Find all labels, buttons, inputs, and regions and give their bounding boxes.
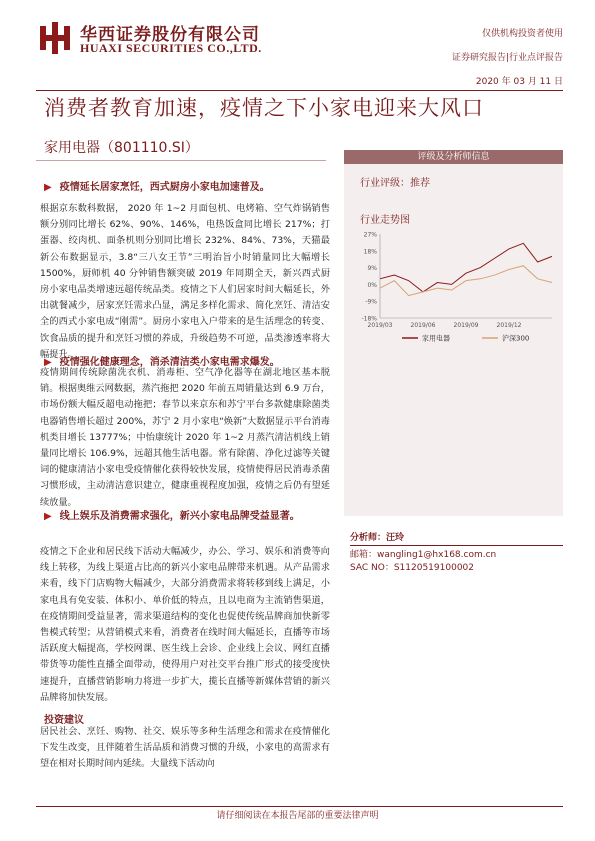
bullet-triangle-icon: ▶	[44, 511, 52, 522]
audience-note: 仅供机构投资者使用	[481, 29, 563, 39]
y-tick-label: 18%	[363, 248, 377, 256]
company-name-cn: 华西证券股份有限公司	[80, 25, 260, 45]
section-1-paragraph: 根据京东数科数据， 2020 年 1~2 月面包机、电烤箱、空气炸锅销售额分别同比增长 62%、90%、146%，电热饭盒同比增长 217%；打蛋器、绞肉机、面条机则分别同比增长 232%、84%、73%，天猫最新公布数据显示，3.8“三八女王节”三明治旨小时销量同比大幅增长 1500%，厨师机 40 分钟销售额突破 2019 年同期全天，新兴西式厨房小家电品类增速远超传统品类。疫情之下人们居家时间大幅延长，外出就餐减少，居家烹饪需求凸显，满足多样化需求、简化烹饪、清洁安全的西式小家电成“刚需”。厨房小家电入户带来的是生活理念的转变、饮食品质的提升和烹饪习惯的养成，升级趋势不可逆，品类渗透率将大幅提升。	[40, 203, 330, 360]
section-3-heading: ▶ 线上娱乐及消费需求强化，新兴小家电品牌受益显著。	[44, 511, 300, 522]
investment-paragraph: 居民社会、烹饪、购物、社交、娱乐等多种生活理念和需求在疫情催化下发生改变，且伴随着生活品质和消费习惯的升级，小家电的高需求有望在相对长期时间内延续。大量线下活动向	[40, 726, 330, 770]
huaxi-logo-icon	[38, 22, 74, 54]
analyst-sac: SAC NO：S1120519100002	[350, 563, 474, 573]
bullet-triangle-icon: ▶	[44, 357, 52, 368]
analyst-email[interactable]: 邮箱：wangling1@hx168.com.cn	[350, 550, 497, 560]
series-line-0	[380, 243, 552, 292]
industry-trend-chart	[352, 226, 562, 358]
trend-chart-label: 行业走势图	[360, 215, 410, 226]
y-tick-label: 0%	[367, 281, 377, 289]
section-3-paragraph: 疫情之下企业和居民线下活动大幅减少，办公、学习、娱乐和消费等向线上转移，为线上渠道占比高的新兴小家电品牌带来机遇。从产品需求来看，线下门店购物大幅减少，大部分消费需求将转移到线上满足，小家电具有免安装、体积小、单价低的特点，且以电商为主流销售渠道，在疫情期间受益显著，需求渠道结构的变化也促使传统品牌商加快新零售模式转型；从营销模式来看，消费者在线时间大幅延长，直播等市场活跃度大幅提高，学校网课、医生线上会诊、企业线上会议、网红直播带货等功能性直播全面带动，使得用户对社交平台推广形式的接受度快速提升，直播营销影响力将进一步扩大，揽长直播等新媒体营销的新兴品牌将加快发展。	[40, 546, 330, 703]
industry-label: 家用电器（801110.SI）	[44, 140, 199, 156]
industry-divider	[36, 160, 326, 161]
investment-heading: 投资建议	[44, 715, 84, 726]
analyst-divider	[350, 545, 563, 546]
y-tick-label: 9%	[367, 265, 377, 273]
report-date: 2020 年 03 月 11 日	[475, 77, 563, 87]
series-line-1	[380, 266, 552, 296]
y-tick-label: -9%	[365, 298, 377, 306]
section-2-paragraph: 疫情期间传统除菌洗衣机、消毒柜、空气净化器等在湖北地区基本脱销。根据奥维云网数据，蒸汽拖把 2020 年前五周销量达到 6.9 万台，市场份额大幅反超电动拖把；春节以来京东和苏宁平台多款健康除菌类电器销售增长超过 200%，苏宁 2 月小家电“焕新”大数据显示平台消毒机类目增长 13777%；中怡康统计 2020 年 1~2 月蒸汽清洁机线上销量同比增长 106.9%，远超其他生活电器。常有除菌、净化过滤等关键词的健康清洁小家电受疫情催化获得较快发展，疫情使得居民消毒杀菌习惯形成，主动清洁意识建立，健康重视程度加强，疫情之后仍有望延续放量。	[40, 367, 330, 508]
header-divider	[36, 90, 563, 91]
x-tick-label: 2019/06	[410, 322, 436, 329]
industry-rating: 行业评级：推荐	[360, 178, 430, 189]
section-1-heading: ▶ 疫情延长居家烹饪，西式厨房小家电加速普及。	[44, 182, 270, 193]
x-tick-label: 2019/09	[453, 322, 479, 329]
sidebar-header: 评级及分析师信息	[344, 150, 563, 164]
legend-label: 沪深300	[502, 334, 530, 343]
analyst-block	[350, 532, 563, 575]
y-tick-label: 27%	[363, 231, 377, 239]
analyst-name: 分析师：汪玲	[350, 533, 405, 543]
report-type: 证券研究报告|行业点评报告	[451, 53, 563, 63]
x-tick-label: 2019/12	[496, 322, 522, 329]
section-2-heading: ▶ 疫情强化健康理念，消杀清洁类小家电需求爆发。	[44, 357, 280, 368]
footer-divider	[36, 806, 563, 807]
company-name-en: HUAXI SECURITIES CO.,LTD.	[80, 41, 262, 55]
y-tick-label: -18%	[361, 315, 377, 323]
legend-label: 家用电器	[422, 334, 450, 343]
bullet-triangle-icon: ▶	[44, 182, 52, 193]
x-tick-label: 2019/03	[367, 322, 393, 329]
report-title: 消费者教育加速，疫情之下小家电迎来大风口	[44, 96, 484, 120]
legal-notice: 请仔细阅读在本报告尾部的重要法律声明	[216, 811, 379, 821]
